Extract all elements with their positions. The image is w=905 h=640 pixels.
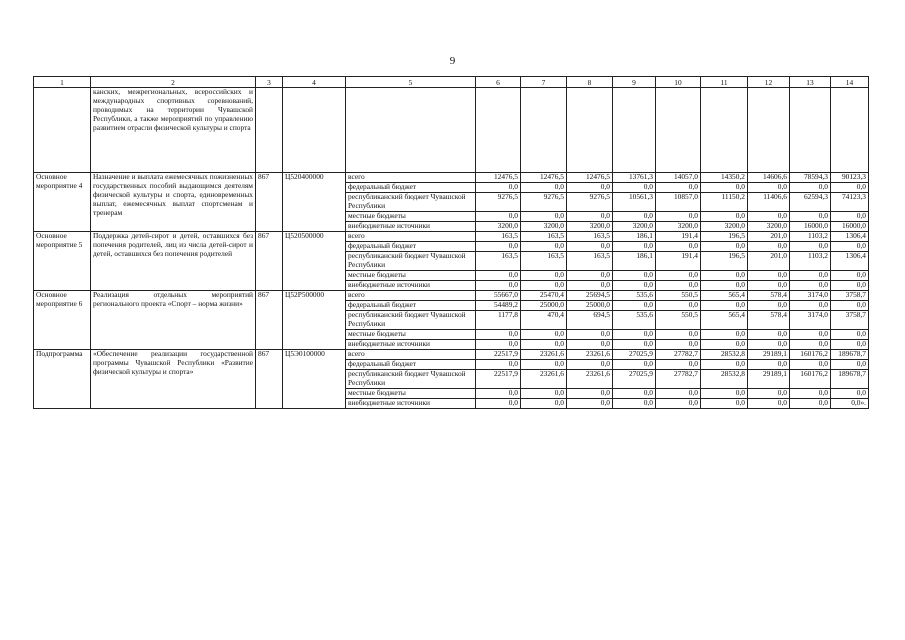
value-cell: 0,0 (790, 389, 831, 399)
value-cell: 0,0 (831, 281, 869, 291)
value-cell: 25000,0 (521, 301, 567, 311)
value-cell: 0,0 (831, 340, 869, 350)
funding-source: федеральный бюджет (346, 301, 476, 311)
value-cell: 3174,0 (790, 311, 831, 330)
value-cell: 0,0 (567, 242, 613, 252)
value-cell: 0,0 (748, 212, 790, 222)
value-cell: 0,0 (790, 281, 831, 291)
value-cell: 14606,6 (748, 173, 790, 183)
funding-source: всего (346, 173, 476, 183)
value-cell: 1177,8 (476, 311, 521, 330)
value-cell: 191,4 (656, 252, 701, 271)
value-cell: 550,5 (656, 291, 701, 301)
value-cell: 0,0 (831, 301, 869, 311)
value-cell: 163,5 (567, 232, 613, 242)
measure-description: Назначение и выплата ежемесячных пожизненных государственных пособий выдающимся деятелям физической культуры и спорта, единовременных выплат, ежемесячных выплат спортсменам и тренерам (91, 173, 256, 232)
value-cell: 0,0 (521, 281, 567, 291)
column-header: 4 (283, 77, 346, 88)
value-cell: 0,0 (567, 183, 613, 193)
value-cell: 160176,2 (790, 350, 831, 360)
funding-source: федеральный бюджет (346, 242, 476, 252)
value-cell: 14350,2 (701, 173, 748, 183)
value-cell: 0,0 (656, 183, 701, 193)
value-cell: 0,0 (656, 271, 701, 281)
column-header: 12 (748, 77, 790, 88)
value-cell: 0,0 (476, 212, 521, 222)
value-cell: 0,0 (567, 340, 613, 350)
value-cell: 3200,0 (656, 222, 701, 232)
funding-source: республиканский бюджет Чувашской Республики (346, 311, 476, 330)
value-cell: 0,0 (476, 389, 521, 399)
value-cell: 0,0 (656, 281, 701, 291)
value-cell: 14057,0 (656, 173, 701, 183)
value-cell: 1103,2 (790, 232, 831, 242)
value-cell: 0,0 (790, 399, 831, 409)
value-cell: 22517,9 (476, 350, 521, 360)
value-cell: 0,0 (790, 271, 831, 281)
value-cell: 0,0 (521, 271, 567, 281)
value-cell: 3174,0 (790, 291, 831, 301)
empty-cell (790, 88, 831, 173)
value-cell: 0,0 (701, 183, 748, 193)
value-cell: 3200,0 (748, 222, 790, 232)
value-cell: 163,5 (476, 252, 521, 271)
value-cell: 0,0 (701, 340, 748, 350)
measure-description: Реализация отдельных мероприятий регионального проекта «Спорт – норма жизни» (91, 291, 256, 350)
empty-cell (34, 88, 91, 173)
value-cell: 16000,0 (790, 222, 831, 232)
value-cell: 1306,4 (831, 252, 869, 271)
value-cell: 0,0 (656, 360, 701, 370)
value-cell: 0,0 (521, 340, 567, 350)
value-cell: 0,0 (521, 389, 567, 399)
value-cell: 0,0 (748, 183, 790, 193)
value-cell: 0,0 (831, 271, 869, 281)
table-row (34, 291, 869, 301)
value-cell: 0,0 (748, 242, 790, 252)
value-cell: 0,0 (831, 242, 869, 252)
page-number: 9 (449, 55, 456, 67)
value-cell: 10561,3 (613, 193, 656, 212)
value-cell: 196,5 (701, 252, 748, 271)
measure-name: Основное мероприятие 4 (34, 173, 91, 232)
column-header: 5 (346, 77, 476, 88)
funding-source: местные бюджеты (346, 330, 476, 340)
value-cell: 0,0 (831, 330, 869, 340)
value-cell: 23261,6 (567, 350, 613, 360)
grbs-code: 867 (256, 350, 283, 409)
value-cell: 0,0 (476, 399, 521, 409)
value-cell: 22517,9 (476, 370, 521, 389)
value-cell: 0,0 (613, 399, 656, 409)
value-cell: 0,0 (656, 399, 701, 409)
value-cell: 0,0 (613, 183, 656, 193)
value-cell: 0,0 (701, 271, 748, 281)
value-cell: 0,0 (476, 183, 521, 193)
value-cell: 0,0 (656, 212, 701, 222)
value-cell: 201,0 (748, 232, 790, 242)
value-cell: 54489,2 (476, 301, 521, 311)
value-cell: 9276,5 (567, 193, 613, 212)
value-cell: 0,0 (748, 271, 790, 281)
value-cell: 13761,3 (613, 173, 656, 183)
value-cell: 16000,0 (831, 222, 869, 232)
value-cell: 0,0 (613, 212, 656, 222)
value-cell: 0,0 (613, 281, 656, 291)
value-cell: 12476,5 (521, 173, 567, 183)
table-header-row (34, 77, 869, 88)
value-cell: 0,0 (656, 340, 701, 350)
value-cell: 201,0 (748, 252, 790, 271)
value-cell: 28532,8 (701, 370, 748, 389)
value-cell: 0,0 (748, 389, 790, 399)
value-cell: 0,0 (613, 271, 656, 281)
value-cell: 0,0 (613, 360, 656, 370)
table-body (34, 77, 869, 409)
value-cell: 27025,9 (613, 350, 656, 360)
table-row (34, 350, 869, 360)
value-cell: 0,0 (790, 301, 831, 311)
value-cell: 0,0 (748, 301, 790, 311)
value-cell: 9276,5 (521, 193, 567, 212)
value-cell: 0,0 (701, 281, 748, 291)
column-header: 9 (613, 77, 656, 88)
funding-source: республиканский бюджет Чувашской Республики (346, 252, 476, 271)
funding-source: местные бюджеты (346, 389, 476, 399)
value-cell: 0,0 (613, 301, 656, 311)
measure-description: «Обеспечение реализации государственной программы Чувашской Республики «Развитие физической культуры и спорта» (91, 350, 256, 409)
value-cell: 74123,3 (831, 193, 869, 212)
measure-description: Поддержка детей-сирот и детей, оставшихся без попечения родителей, лиц из числа детей-сирот и детей, оставшихся без попечения родителей (91, 232, 256, 291)
value-cell: 0,0 (790, 212, 831, 222)
value-cell: 0,0 (831, 212, 869, 222)
value-cell: 163,5 (476, 232, 521, 242)
value-cell: 0,0 (701, 330, 748, 340)
value-cell: 27782,7 (656, 350, 701, 360)
column-header: 6 (476, 77, 521, 88)
value-cell: 29189,1 (748, 370, 790, 389)
value-cell: 0,0 (613, 340, 656, 350)
value-cell: 0,0 (476, 340, 521, 350)
value-cell: 12476,5 (476, 173, 521, 183)
value-cell: 0,0 (790, 360, 831, 370)
classification-code: Ц520400000 (283, 173, 346, 232)
value-cell: 0,0 (613, 330, 656, 340)
value-cell: 0,0 (476, 281, 521, 291)
value-cell: 565,4 (701, 291, 748, 301)
value-cell: 186,1 (613, 252, 656, 271)
column-header: 2 (91, 77, 256, 88)
value-cell: 29189,1 (748, 350, 790, 360)
value-cell: 0,0 (521, 330, 567, 340)
funding-source: внебюджетные источники (346, 399, 476, 409)
value-cell: 3200,0 (567, 222, 613, 232)
value-cell: 11150,2 (701, 193, 748, 212)
funding-source: федеральный бюджет (346, 183, 476, 193)
value-cell: 0,0 (701, 212, 748, 222)
value-cell: 0,0 (748, 340, 790, 350)
value-cell: 0,0 (521, 212, 567, 222)
value-cell: 578,4 (748, 311, 790, 330)
value-cell: 694,5 (567, 311, 613, 330)
budget-table (33, 76, 869, 409)
value-cell: 196,5 (701, 232, 748, 242)
value-cell: 10857,0 (656, 193, 701, 212)
value-cell: 0,0 (831, 360, 869, 370)
value-cell: 189678,7 (831, 350, 869, 360)
empty-cell (256, 88, 283, 173)
table-row (34, 173, 869, 183)
value-cell: 62594,3 (790, 193, 831, 212)
value-cell: 0,0 (656, 301, 701, 311)
value-cell: 0,0 (521, 242, 567, 252)
empty-cell (613, 88, 656, 173)
value-cell: 23261,6 (521, 350, 567, 360)
value-cell: 0,0 (567, 360, 613, 370)
value-cell: 0,0 (701, 360, 748, 370)
value-cell: 565,4 (701, 311, 748, 330)
funding-source: федеральный бюджет (346, 360, 476, 370)
value-cell: 0,0 (831, 389, 869, 399)
column-header: 14 (831, 77, 869, 88)
funding-source: всего (346, 291, 476, 301)
value-cell: 0,0 (476, 360, 521, 370)
empty-cell (656, 88, 701, 173)
funding-source: внебюджетные источники (346, 281, 476, 291)
value-cell: 160176,2 (790, 370, 831, 389)
value-cell: 0,0 (567, 281, 613, 291)
value-cell: 163,5 (521, 232, 567, 242)
value-cell: 535,6 (613, 311, 656, 330)
value-cell: 0,0 (567, 399, 613, 409)
value-cell: 0,0 (831, 183, 869, 193)
value-cell: 1103,2 (790, 252, 831, 271)
measure-name: Подпрограмма (34, 350, 91, 409)
value-cell: 0,0 (656, 330, 701, 340)
value-cell: 90123,3 (831, 173, 869, 183)
funding-source: республиканский бюджет Чувашской Республики (346, 193, 476, 212)
value-cell: 25000,0 (567, 301, 613, 311)
column-header: 8 (567, 77, 613, 88)
value-cell: 0,0 (701, 389, 748, 399)
value-cell: 25694,5 (567, 291, 613, 301)
value-cell: 578,4 (748, 291, 790, 301)
value-cell: 535,6 (613, 291, 656, 301)
empty-cell (831, 88, 869, 173)
empty-cell (283, 88, 346, 173)
value-cell: 0,0 (790, 330, 831, 340)
funding-source: республиканский бюджет Чувашской Республики (346, 370, 476, 389)
classification-code: Ц52Р500000 (283, 291, 346, 350)
value-cell: 1306,4 (831, 232, 869, 242)
column-header: 1 (34, 77, 91, 88)
value-cell: 189678,7 (831, 370, 869, 389)
funding-source: внебюджетные источники (346, 340, 476, 350)
value-cell: 3200,0 (476, 222, 521, 232)
value-cell: 3758,7 (831, 291, 869, 301)
value-cell: 9276,5 (476, 193, 521, 212)
funding-source: местные бюджеты (346, 271, 476, 281)
value-cell: 0,0 (567, 212, 613, 222)
value-cell: 163,5 (567, 252, 613, 271)
value-cell: 0,0 (748, 330, 790, 340)
value-cell: 0,0 (567, 389, 613, 399)
value-cell: 163,5 (521, 252, 567, 271)
column-header: 10 (656, 77, 701, 88)
value-cell: 55667,0 (476, 291, 521, 301)
funding-source: всего (346, 350, 476, 360)
value-cell: 0,0 (521, 360, 567, 370)
value-cell: 0,0 (748, 281, 790, 291)
column-header: 3 (256, 77, 283, 88)
value-cell: 25470,4 (521, 291, 567, 301)
column-header: 13 (790, 77, 831, 88)
grbs-code: 867 (256, 291, 283, 350)
value-cell: 0,0 (521, 183, 567, 193)
value-cell: 0,0 (701, 301, 748, 311)
value-cell: 0,0 (656, 242, 701, 252)
value-cell: 0,0 (613, 242, 656, 252)
value-cell: 3758,7 (831, 311, 869, 330)
value-cell: 0,0 (790, 340, 831, 350)
column-header: 7 (521, 77, 567, 88)
value-cell: 12476,5 (567, 173, 613, 183)
empty-cell (476, 88, 521, 173)
value-cell: 550,5 (656, 311, 701, 330)
measure-name: Основное мероприятие 6 (34, 291, 91, 350)
value-cell: 23261,6 (567, 370, 613, 389)
column-header: 11 (701, 77, 748, 88)
value-cell: 0,0 (701, 399, 748, 409)
continuation-row (34, 88, 869, 173)
grbs-code: 867 (256, 232, 283, 291)
value-cell: 0,0 (567, 271, 613, 281)
empty-cell (701, 88, 748, 173)
value-cell: 0,0 (476, 242, 521, 252)
funding-source: внебюджетные источники (346, 222, 476, 232)
value-cell: 0,0 (521, 399, 567, 409)
empty-cell (521, 88, 567, 173)
value-cell: 0,0 (567, 330, 613, 340)
value-cell: 27025,9 (613, 370, 656, 389)
value-cell: 0,0 (476, 330, 521, 340)
grbs-code: 867 (256, 173, 283, 232)
value-cell: 470,4 (521, 311, 567, 330)
value-cell: 0,0 (613, 389, 656, 399)
funding-source: местные бюджеты (346, 212, 476, 222)
value-cell: 0,0 (656, 389, 701, 399)
value-cell: 3200,0 (613, 222, 656, 232)
classification-code: Ц5Э0100000 (283, 350, 346, 409)
value-cell: 11406,6 (748, 193, 790, 212)
value-cell: 0,0 (748, 399, 790, 409)
value-cell: 191,4 (656, 232, 701, 242)
classification-code: Ц520500000 (283, 232, 346, 291)
value-cell: 0,0 (748, 360, 790, 370)
value-cell: 78594,3 (790, 173, 831, 183)
value-cell: 0,0 (701, 242, 748, 252)
value-cell: 3200,0 (701, 222, 748, 232)
value-cell: 3200,0 (521, 222, 567, 232)
value-cell: 27782,7 (656, 370, 701, 389)
empty-cell (748, 88, 790, 173)
value-cell: 0,0». (831, 399, 869, 409)
funding-source: всего (346, 232, 476, 242)
empty-cell (346, 88, 476, 173)
value-cell: 0,0 (790, 183, 831, 193)
empty-cell (567, 88, 613, 173)
table-row (34, 232, 869, 242)
continuation-description: канских, межрегиональных, всероссийских и международных спортивных соревнований, проводимых на территории Чувашской Республики, а также мероприятий по управлению развитием отрасли физической культуры и спорта (91, 88, 256, 173)
value-cell: 28532,8 (701, 350, 748, 360)
value-cell: 23261,6 (521, 370, 567, 389)
measure-name: Основное мероприятие 5 (34, 232, 91, 291)
value-cell: 186,1 (613, 232, 656, 242)
value-cell: 0,0 (790, 242, 831, 252)
value-cell: 0,0 (476, 271, 521, 281)
